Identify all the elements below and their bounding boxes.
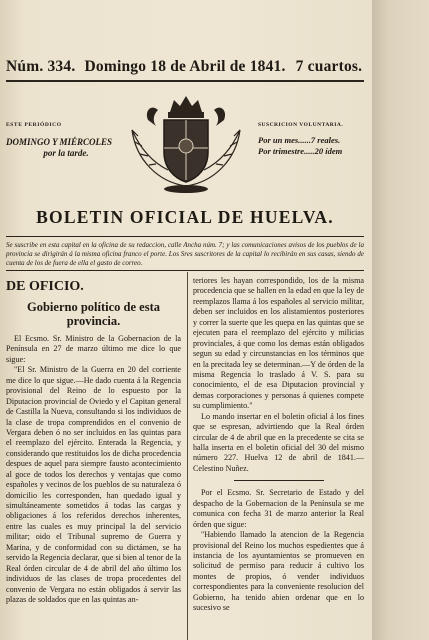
article-paragraph: Lo mando insertar en el boletin oficial á los fines que se espresan, advirtiendo que la Real órden circular de 4 de abril que en la precedente se cita se halla inserta en el boletin oficial del 30 del mismo número 227. Huelva 12 de abril de 1841.—Celestino Nuñez. [193, 411, 364, 473]
column-divider [187, 272, 188, 640]
publication-days [6, 122, 126, 159]
right-column [193, 276, 364, 614]
subscription-month: Por un mes......7 reales. [258, 135, 341, 146]
subscription-notice: Se suscribe en esta capital en la oficina de su redaccion, calle Ancha núm. 7; y las comunicaciones avisos de los pueblos de la provincia se dirigirán á la misma oficina franco el porte. Los Sres suscritores de la capital lo recibirán en sus casas, siendo de cuenta de los de fuera de ella el gasto de correo. [6, 241, 364, 268]
masthead-rule [6, 80, 364, 84]
issue-price: 7 cuartos. [295, 58, 363, 75]
issue-date: Domingo 18 de Abril de 1841. [84, 58, 286, 75]
article-paragraph: Por el Ecsmo. Sr. Secretario de Estado y del despacho de la Gobernacion de la Península se me comunica con fecha 31 de marzo anterior la Real órden que sigue: [193, 488, 364, 529]
adjacent-page-edge [372, 0, 429, 640]
left-column [6, 276, 181, 605]
article-paragraph: "Habiendo llamado la atencion de la Regencia provisional del Reino los muchos espedientes que á instancia de los ayuntamientos se promueven en solicitud de permiso para reducir á cultivo los montes de propios, ó vender individuos correspondientes para la conveniente resolucion del Gobierno, ha tenido abien ordenar que en lo sucesivo se [193, 530, 364, 613]
publication-days-tag: ESTE PERIÓDICO [6, 122, 62, 128]
title-rule [6, 236, 364, 237]
subscription-quarter: Por trimestre.....20 ídem [258, 146, 343, 157]
article-paragraph: El Ecsmo. Sr. Ministro de la Gobernacion de la Península en 27 de marzo último me dice lo que sigue: [6, 334, 181, 364]
subscription-info [258, 122, 368, 157]
coat-of-arms-icon [118, 90, 254, 200]
article-paragraph: teriores les hayan correspondido, los de la misma procedencia que se hallen en la edad en que la ley de reemplazos llama á los españoles al servicio militar, deben ser incluidos en los alistamientos posteriores y correr la suerte que les quepa en las quintas que se ejecuten para el reemplazo del ejército y milicias provinciales, á que como los demas están obligados segun su edad y circunstancias en los términos que en la precitada ley se determinan.—Y de órden de la misma Regencia lo traslado á V. S. para su conocimiento, el de esa Diputacion provincial y demas corporaciones y personas á quienes compete su cumplimiento." [193, 276, 365, 411]
masthead-line [6, 58, 364, 80]
newspaper-title: BOLETIN OFICIAL DE HUELVA. [36, 207, 334, 227]
article-paragraph: "El Sr. Ministro de la Guerra en 20 del corriente me dice lo que sigue.—He dado cuenta á la Regencia provisional del Reino de lo espuesto por la Diputacion provincial de Oviedo y el Capitan general de Castilla la Nueva, consultando si los individuos de la clase de tropa comprendidos en el convenio de Vergara deben ó no ser incluidos en las quintas para el reemplazo del ejército. Enterada la Regencia, y considerando que restituidos los de dicha procedencia despues de aquel para siempre fausto acontecimiento al goce de todos los derechos y ventajas que como españoles y vecinos de los pueblos de su naturaleza ó domicilio les corresponden, han quedado igual y simultáneamente sometidos á todas las cargas y obligaciones á los referidos derechos inherentes, entre las cuales es muy principal la del servicio militar; oido el Tribunal supremo de Guerra y Marina, y de conformidad con su dictámen, se ha servido la Regencia declarar, que si bien al tenor de la Real órden circular de 4 de abril del año último los individuos de las clases de tropa procedentes del convenio de Vergara no están obligados á servir las plazas de soldados que en las quintas an- [6, 365, 181, 604]
section-heading: DE OFICIO. [6, 279, 84, 294]
subscription-tag: SUSCRICION VOLUNTARIA. [258, 122, 344, 128]
subsection-heading: Gobierno político de esta provincia. [27, 300, 160, 328]
publication-time-text: por la tarde. [43, 148, 89, 159]
article-separator [234, 480, 324, 481]
notice-rule [6, 270, 364, 271]
publication-days-text: DOMINGO Y MIÉRCOLES [6, 136, 113, 147]
issue-number: Núm. 334. [6, 58, 76, 75]
